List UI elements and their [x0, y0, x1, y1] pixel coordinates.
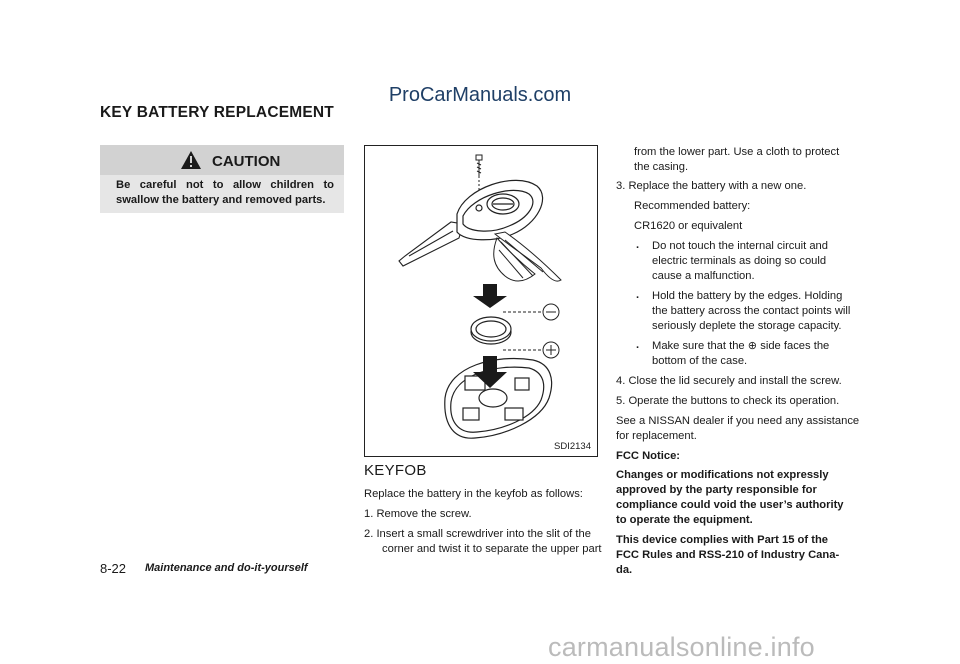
- fcc-paragraph-line: to operate the equipment.: [616, 514, 753, 526]
- dealer-text: See a NISSAN dealer if you need any assistance: [616, 415, 860, 427]
- plus-sign-icon: [503, 342, 559, 358]
- footer-section: Maintenance and do-it-yourself: [145, 562, 308, 574]
- step-2-line: from the lower part. Use a cloth to protect: [634, 146, 840, 158]
- caution-text: Be careful not to allow children to swallow the battery and removed parts.: [116, 179, 334, 206]
- key-blade-icon: [399, 222, 463, 266]
- watermark-bottom: carmanualsonline.info: [548, 632, 815, 662]
- watermark-top: ProCarManuals.com: [388, 84, 572, 106]
- step-2-line: the casing.: [634, 161, 689, 173]
- bullet-1-line: electric terminals as doing so could: [652, 255, 827, 267]
- fcc-paragraph-line: da.: [616, 564, 633, 576]
- step-5: 5. Operate the buttons to check its operation.: [616, 395, 840, 407]
- section-title: KEY BATTERY REPLACEMENT: [100, 104, 334, 121]
- keyfob-intro: Replace the battery in the keyfob as follows:: [364, 488, 583, 500]
- bullet-3-line: Make sure that the ⊕ side faces the: [652, 340, 830, 352]
- bullet: .: [636, 289, 640, 301]
- fcc-paragraph-line: This device complies with Part 15 of the: [616, 534, 828, 546]
- step-1: 1. Remove the screw.: [364, 508, 472, 520]
- keyfob-illustration: [365, 146, 597, 456]
- warning-icon: [180, 150, 202, 170]
- fcc-title: FCC Notice:: [616, 450, 681, 462]
- cloth-icon: [494, 232, 561, 281]
- bullet-2-line: seriously deplete the storage capacity.: [652, 320, 842, 332]
- fcc-paragraph-line: approved by the party responsible for: [616, 484, 817, 496]
- arrow-down-icon: [473, 284, 507, 308]
- step-4: 4. Close the lid securely and install the screw.: [616, 375, 842, 387]
- step-3: 3. Replace the battery with a new one.: [616, 180, 807, 192]
- fcc-paragraph-line: FCC Rules and RSS-210 of Industry Cana-: [616, 549, 840, 561]
- bullet: .: [636, 339, 640, 351]
- minus-sign-icon: [503, 304, 559, 320]
- step-2-line: corner and twist it to separate the upper part: [382, 543, 602, 555]
- dealer-text: for replacement.: [616, 430, 697, 442]
- battery-type: CR1620 or equivalent: [634, 220, 743, 232]
- figure-caption: SDI2134: [554, 441, 591, 452]
- fob-head-icon: [457, 180, 543, 239]
- step-2-line: 2. Insert a small screwdriver into the slit of the: [364, 528, 591, 540]
- fcc-paragraph-line: compliance could void the user’s authority: [616, 499, 844, 511]
- bullet-2-line: Hold the battery by the edges. Holding: [652, 290, 843, 302]
- bullet: .: [636, 239, 640, 251]
- recommended-label: Recommended battery:: [634, 200, 751, 212]
- page-number: 8-22: [100, 561, 127, 576]
- keyfob-title: KEYFOB: [364, 462, 427, 479]
- caution-label: CAUTION: [212, 153, 281, 170]
- bullet-1-line: cause a malfunction.: [652, 270, 755, 282]
- keyfob-figure: [364, 145, 598, 457]
- bullet-1-line: Do not touch the internal circuit and: [652, 240, 828, 252]
- battery-icon: [471, 317, 511, 344]
- bullet-2-line: the battery across the contact points will: [652, 305, 851, 317]
- fob-case-icon: [445, 359, 552, 439]
- bullet-3-line: bottom of the case.: [652, 355, 748, 367]
- fcc-paragraph-line: Changes or modifications not expressly: [616, 469, 829, 481]
